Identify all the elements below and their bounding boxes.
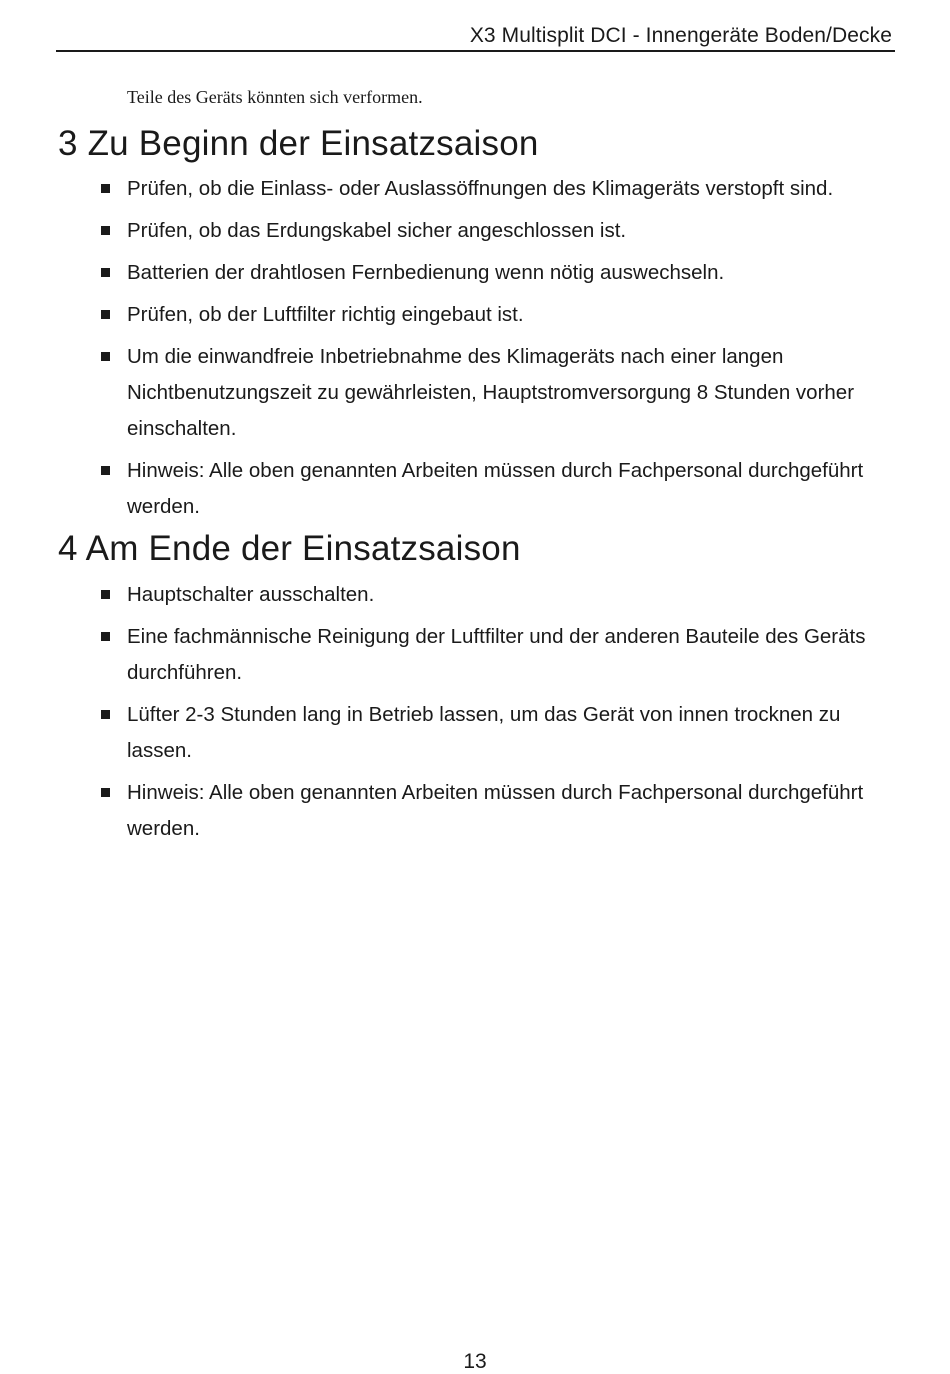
list-item xyxy=(0,697,887,769)
section-heading-end-season: 4 Am Ende der Einsatzsaison xyxy=(58,529,521,568)
square-bullet-icon xyxy=(101,310,110,319)
list-item xyxy=(0,775,887,847)
list-item-text: Hinweis: Alle oben genannten Arbeiten müssen durch Fachpersonal durchgeführt werden. xyxy=(127,781,864,840)
list-item-text: Eine fachmännische Reinigung der Luftfilter und der anderen Bauteile des Geräts durchführen. xyxy=(127,625,866,684)
header-title: X3 Multisplit DCI - Innengeräte Boden/Decke xyxy=(469,24,892,47)
list-item-text: Prüfen, ob die Einlass- oder Auslassöffnungen des Klimageräts verstopft sind. xyxy=(127,177,834,200)
square-bullet-icon xyxy=(101,352,110,361)
page-number: 13 xyxy=(463,1350,487,1373)
square-bullet-icon xyxy=(101,632,110,641)
header-rule xyxy=(56,50,895,52)
list-item xyxy=(0,255,887,291)
list-item-text: Um die einwandfreie Inbetriebnahme des Klimageräts nach einer langen Nichtbenutzungszeit zu gewährleisten, Hauptstromversorgung 8 Stunden vorher einschalten. xyxy=(127,345,855,440)
intro-text: Teile des Geräts könnten sich verformen. xyxy=(127,87,423,107)
list-item-text: Hauptschalter ausschalten. xyxy=(127,583,375,606)
square-bullet-icon xyxy=(101,268,110,277)
section-heading-start-season: 3 Zu Beginn der Einsatzsaison xyxy=(58,124,539,163)
list-item xyxy=(0,453,887,525)
list-item xyxy=(0,577,887,613)
bullet-list-end-season xyxy=(0,577,887,853)
list-item xyxy=(0,619,887,691)
list-item-text: Lüfter 2-3 Stunden lang in Betrieb lassen, um das Gerät von innen trocknen zu lassen. xyxy=(127,703,841,762)
list-item xyxy=(0,171,887,207)
list-item xyxy=(0,213,887,249)
list-item-text: Batterien der drahtlosen Fernbedienung wenn nötig auswechseln. xyxy=(127,261,725,284)
list-item xyxy=(0,297,887,333)
square-bullet-icon xyxy=(101,466,110,475)
square-bullet-icon xyxy=(101,184,110,193)
list-item-text: Prüfen, ob das Erdungskabel sicher angeschlossen ist. xyxy=(127,219,627,242)
list-item-text: Hinweis: Alle oben genannten Arbeiten müssen durch Fachpersonal durchgeführt werden. xyxy=(127,459,864,518)
square-bullet-icon xyxy=(101,590,110,599)
square-bullet-icon xyxy=(101,226,110,235)
square-bullet-icon xyxy=(101,710,110,719)
square-bullet-icon xyxy=(101,788,110,797)
list-item xyxy=(0,339,887,447)
list-item-text: Prüfen, ob der Luftfilter richtig eingebaut ist. xyxy=(127,303,524,326)
bullet-list-start-season xyxy=(0,171,887,531)
